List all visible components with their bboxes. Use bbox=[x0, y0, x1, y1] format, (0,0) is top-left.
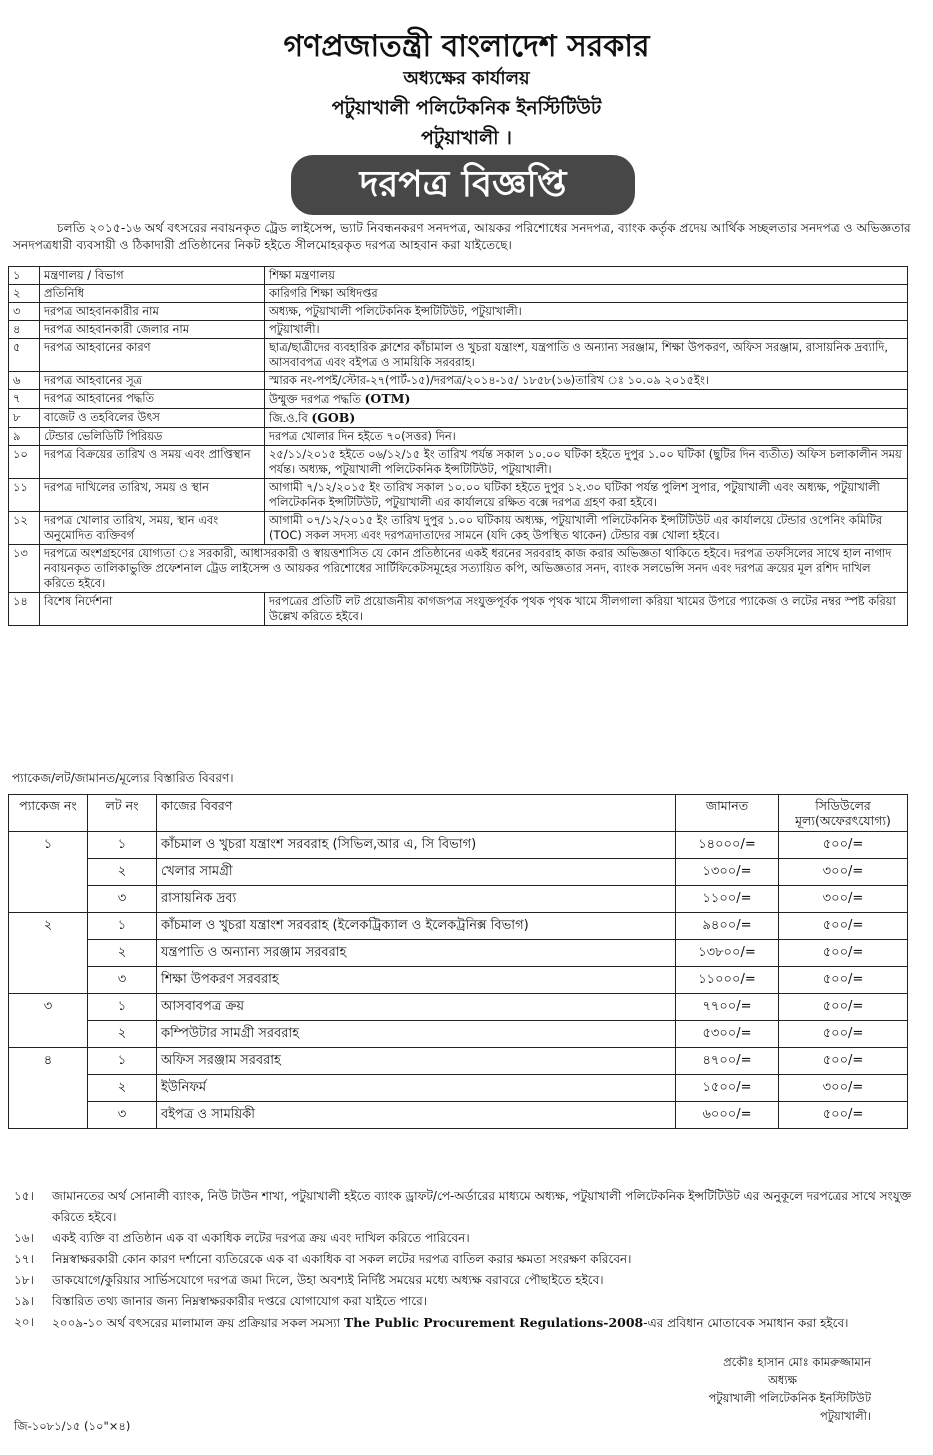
info-row-number: ১২ bbox=[9, 512, 40, 545]
lot-description: রাসায়নিক দ্রব্য bbox=[157, 886, 676, 913]
info-row-value bbox=[265, 339, 908, 372]
info-row-value-text: ছাত্র/ছাত্রীদের ব্যবহারিক ক্লাশের কাঁচামাল ও খুচরা যন্ত্রাংশ, যন্ত্রপাতি ও অন্যান্য সরঞ্জাম, শিক্ষা উপকরণ, অফিস সরঞ্জাম, রাসায়নিক দ্রব্যাদি, আসবাবপত্র এবং বইপত্র ও সাময়িকি সরবরাহ। bbox=[269, 340, 888, 369]
lot-description: খেলার সামগ্রী bbox=[157, 859, 676, 886]
info-row-value bbox=[265, 428, 908, 446]
note-number: ১৫। bbox=[14, 1189, 34, 1203]
info-row-value bbox=[265, 321, 908, 339]
note-item bbox=[14, 1228, 914, 1249]
col-schedule-fee: সিডিউলের মূল্য(অফেরৎযোগ্য) bbox=[779, 795, 908, 832]
lot-deposit: ৭৭০০/= bbox=[676, 994, 779, 1021]
info-row-value-text: স্মারক নং-পপই/স্টোর-২৭(পার্ট-১৫)/দরপত্র/২০১৪-১৫/ ১৮৫৮(১৬)তারিখ ঃ ১০.০৯ ২০১৫ইং। bbox=[269, 373, 709, 387]
lot-number: ১ bbox=[88, 1048, 157, 1075]
package-number: ২ bbox=[9, 913, 88, 994]
col-deposit: জামানত bbox=[676, 795, 779, 832]
lot-schedule-fee: ৫০০/= bbox=[779, 832, 908, 859]
package-row bbox=[9, 886, 908, 913]
note-item bbox=[14, 1249, 914, 1270]
info-row bbox=[9, 593, 908, 626]
package-row bbox=[9, 940, 908, 967]
info-row-value bbox=[265, 446, 908, 479]
info-row bbox=[9, 321, 908, 339]
lot-deposit: ১৫০০/= bbox=[676, 1075, 779, 1102]
lot-deposit: ৪৭০০/= bbox=[676, 1048, 779, 1075]
package-row bbox=[9, 1075, 908, 1102]
lot-schedule-fee: ৩০০/= bbox=[779, 886, 908, 913]
note-text-tail: -এর প্রবিধান মোতাবেক সমাধান করা হইবে। bbox=[643, 1316, 849, 1330]
info-row-number: ১১ bbox=[9, 479, 40, 512]
info-row-value-text: দরপত্র খোলার দিন হইতে ৭০(সত্তর) দিন। bbox=[269, 429, 456, 443]
signatory-name: প্রকৌঃ হাসান মোঃ কামরুজ্জামান bbox=[723, 1355, 871, 1369]
lot-description: ইউনিফর্ম bbox=[157, 1075, 676, 1102]
note-number: ১৮। bbox=[14, 1273, 34, 1287]
lot-number: ৩ bbox=[88, 1102, 157, 1129]
lot-number: ১ bbox=[88, 994, 157, 1021]
lot-number: ১ bbox=[88, 913, 157, 940]
col-description: কাজের বিবরণ bbox=[157, 795, 676, 832]
info-row-number: ৮ bbox=[9, 409, 40, 428]
info-row-value bbox=[265, 303, 908, 321]
info-row-label: দরপত্র বিক্রয়ের তারিখ ও সময় এবং প্রাপ্তিস্থান bbox=[40, 446, 265, 479]
signatory-place: পটুয়াখালী। bbox=[819, 1409, 871, 1423]
info-row-full-text: দরপত্রে অংশগ্রহণের যোগ্যতা ঃ সরকারী, আধাসরকারী ও স্বায়ত্তশাসিত যে কোন প্রতিষ্ঠানের একই ধরনের সরবরাহ কাজ করার অভিজ্ঞতা থাকিতে হইবে। দরপত্র তফসিলের সাথে হাল নাগাদ নবায়নকৃত তালিকাভুক্তি প্রফেশনাল ট্রেড লাইসেন্স ও আয়কর পরিশোধের সার্টিফিকেটসমূহের সত্যায়িত কপি, অভিজ্ঞতার সনদ, ব্যাংক সলভেন্সি সনদ এবং দরপত্র ক্রয়ের মূল রশিদ দাখিল করিতে হইবে। bbox=[40, 545, 908, 593]
district-name: পটুয়াখালী । bbox=[421, 127, 512, 149]
lot-description: কম্পিউটার সামগ্রী সরবরাহ bbox=[157, 1021, 676, 1048]
lot-number: ২ bbox=[88, 1021, 157, 1048]
info-row-number: ৫ bbox=[9, 339, 40, 372]
package-row bbox=[9, 859, 908, 886]
info-row-label: প্রতিনিধি bbox=[40, 285, 265, 303]
institute-name: পটুয়াখালী পলিটেকনিক ইনস্টিটিউট bbox=[331, 97, 602, 119]
lot-description: কাঁচমাল ও খুচরা যন্ত্রাংশ সরবরাহ (সিভিল,আর এ, সি বিভাগ) bbox=[157, 832, 676, 859]
info-row-value bbox=[265, 372, 908, 390]
info-row-value bbox=[265, 512, 908, 545]
lot-number: ২ bbox=[88, 940, 157, 967]
package-row bbox=[9, 1102, 908, 1129]
office-title: অধ্যক্ষের কার্যালয় bbox=[403, 68, 530, 89]
note-item bbox=[14, 1186, 914, 1228]
info-row bbox=[9, 285, 908, 303]
col-package: প্যাকেজ নং bbox=[9, 795, 88, 832]
info-row bbox=[9, 303, 908, 321]
note-number: ১৭। bbox=[14, 1252, 34, 1266]
info-row-label: দরপত্র দাখিলের তারিখ, সময় ও স্থান bbox=[40, 479, 265, 512]
notes-list bbox=[14, 1186, 914, 1334]
info-row bbox=[9, 479, 908, 512]
info-row-value-text: ২৫/১১/২০১৫ হইতে ০৬/১২/১৫ ইং তারিখ পর্যন্ত সকাল ১০.০০ ঘটিকা হইতে দুপুর ১.০০ ঘটিকা (ছুটির দিন ব্যতীত) অফিস চলাকালীন সময় পর্যন্ত। অধ্যক্ষ, পটুয়াখালী পলিটেকনিক ইন্সটিটিউট, পটুয়াখালী। bbox=[269, 447, 902, 476]
info-row-number: ১০ bbox=[9, 446, 40, 479]
lot-deposit: ৬০০০/= bbox=[676, 1102, 779, 1129]
package-row bbox=[9, 1021, 908, 1048]
info-row-value-text: শিক্ষা মন্ত্রণালয় bbox=[269, 268, 335, 282]
info-row-label: বাজেট ও তহবিলের উৎস bbox=[40, 409, 265, 428]
info-row bbox=[9, 512, 908, 545]
lot-deposit: ১৩৮০০/= bbox=[676, 940, 779, 967]
lot-schedule-fee: ৫০০/= bbox=[779, 994, 908, 1021]
note-text-main: নিম্নস্বাক্ষরকারী কোন কারণ দর্শানো ব্যতিরেকে এক বা একাধিক বা সকল লটের দরপত্র বাতিল করার ক্ষমতা সংরক্ষণ করিবেন। bbox=[52, 1252, 632, 1266]
lot-description: আসবাবপত্র ক্রয় bbox=[157, 994, 676, 1021]
lot-deposit: ১১০০/= bbox=[676, 886, 779, 913]
info-row-label: দরপত্র আহবানকারীর নাম bbox=[40, 303, 265, 321]
info-row bbox=[9, 339, 908, 372]
info-row bbox=[9, 372, 908, 390]
lot-schedule-fee: ৫০০/= bbox=[779, 913, 908, 940]
info-row-value-text: কারিগরি শিক্ষা অধিদপ্তর bbox=[269, 286, 378, 300]
info-row bbox=[9, 409, 908, 428]
govt-title: গণপ্রজাতন্ত্রী বাংলাদেশ সরকার bbox=[283, 29, 650, 64]
lot-schedule-fee: ৫০০/= bbox=[779, 1021, 908, 1048]
info-row bbox=[9, 446, 908, 479]
info-row bbox=[9, 267, 908, 285]
note-text bbox=[52, 1270, 914, 1291]
info-row-value-text: আগামী ০৭/১২/২০১৫ ইং তারিখ দুপুর ১.০০ ঘটিকায় অধ্যক্ষ, পটুয়াখালী পলিটেকনিক ইন্সটিটিউট এর কার্যালয়ে টেন্ডার ওপেনিং কমিটির (TOC) সকল সদস্য এবং দরপত্রদাতাদের সামনে (যদি কেহ উপস্থিত থাকেন) টেন্ডার বক্স খোলা হইবে। bbox=[269, 513, 883, 542]
info-row-label: দরপত্র আহবানের কারণ bbox=[40, 339, 265, 372]
info-row-value-text: আগামী ৭/১২/২০১৫ ইং তারিখ সকাল ১০.০০ ঘটিকা হইতে দুপুর ১২.৩০ ঘটিকা পর্যন্ত পুলিশ সুপার, পটুয়াখালী এবং অধ্যক্ষ, পটুয়াখালী পলিটেকনিক ইন্সটিটিউট, পটুয়াখালী এর কার্যালয়ে রক্ষিত বক্সে দরপত্র গ্রহণ করা হইবে। bbox=[269, 480, 880, 509]
lot-number: ২ bbox=[88, 1075, 157, 1102]
info-row-value bbox=[265, 267, 908, 285]
package-row bbox=[9, 967, 908, 994]
info-row-value-code: (GOB) bbox=[311, 410, 356, 425]
info-row-number: ১৩ bbox=[9, 545, 40, 593]
info-row-number: ২ bbox=[9, 285, 40, 303]
lot-description: যন্ত্রপাতি ও অন্যান্য সরঞ্জাম সরবরাহ bbox=[157, 940, 676, 967]
package-number: ১ bbox=[9, 832, 88, 913]
info-row-value bbox=[265, 593, 908, 626]
signatory-org: পটুয়াখালী পলিটেকনিক ইনস্টিটিউট bbox=[708, 1391, 871, 1405]
tender-info-table bbox=[8, 266, 908, 626]
lot-deposit: ৫৩০০/= bbox=[676, 1021, 779, 1048]
info-row-value bbox=[265, 390, 908, 409]
intro-paragraph: চলতি ২০১৫-১৬ অর্থ বৎসরের নবায়নকৃত ট্রেড লাইসেন্স, ভ্যাট নিবন্ধনকরণ সনদপত্র, আয়কর পরিশোধের সনদপত্র, ব্যাংক কর্তৃক প্রদেয় আর্থিক সচ্ছলতার সনদপত্র ও অভিজ্ঞতার সনদপত্রধারী ব্যবসায়ী ও ঠিকাদারী প্রতিষ্ঠানের নিকট হইতে সীলমোহরকৃত দরপত্র আহবান করা যাইতেছে। bbox=[13, 221, 911, 252]
info-row-value bbox=[265, 285, 908, 303]
note-text-main: জামানতের অর্থ সোনালী ব্যাংক, নিউ টাউন শাখা, পটুয়াখালী হইতে ব্যাংক ড্রাফট/পে-অর্ডারের মাধ্যমে অধ্যক্ষ, পটুয়াখালী পলিটেকনিক ইন্সটিটিউট এর অনুকূলে দরপত্রের সাথে সংযুক্ত করিতে হইবে। bbox=[52, 1189, 912, 1224]
info-row-label: টেন্ডার ভেলিডিটি পিরিয়ড bbox=[40, 428, 265, 446]
lot-deposit: ৯৪০০/= bbox=[676, 913, 779, 940]
info-row bbox=[9, 428, 908, 446]
lot-number: ২ bbox=[88, 859, 157, 886]
info-row-value-text: অধ্যক্ষ, পটুয়াখালী পলিটেকনিক ইন্সটিটিউট, পটুয়াখালী। bbox=[269, 304, 522, 318]
info-row bbox=[9, 545, 908, 593]
note-number: ১৬। bbox=[14, 1231, 34, 1245]
note-number: ২০। bbox=[14, 1315, 34, 1329]
info-row-number: ৪ bbox=[9, 321, 40, 339]
info-row bbox=[9, 390, 908, 409]
note-item bbox=[14, 1270, 914, 1291]
info-row-label: দরপত্র আহবানের পদ্ধতি bbox=[40, 390, 265, 409]
lot-number: ৩ bbox=[88, 967, 157, 994]
lot-description: শিক্ষা উপকরণ সরবরাহ bbox=[157, 967, 676, 994]
info-row-label: দরপত্র আহবানের সূত্র bbox=[40, 372, 265, 390]
info-row-value bbox=[265, 409, 908, 428]
lot-number: ৩ bbox=[88, 886, 157, 913]
info-row-number: ৭ bbox=[9, 390, 40, 409]
info-row-number: ৯ bbox=[9, 428, 40, 446]
package-row bbox=[9, 913, 908, 940]
lot-description: কাঁচমাল ও খুচরা যন্ত্রাংশ সরবরাহ (ইলেকট্রিক্যাল ও ইলেকট্রনিক্স বিভাগ) bbox=[157, 913, 676, 940]
info-row-number: ১৪ bbox=[9, 593, 40, 626]
note-text-main: একই ব্যক্তি বা প্রতিষ্ঠান এক বা একাধিক লটের দরপত্র ক্রয় এবং দাখিল করিতে পারিবেন। bbox=[52, 1231, 470, 1245]
lot-deposit: ১১০০০/= bbox=[676, 967, 779, 994]
note-number: ১৯। bbox=[14, 1294, 34, 1308]
reference-code: জি-১০৮১/১৫ (১০"×৪) bbox=[14, 1419, 131, 1433]
lot-schedule-fee: ৩০০/= bbox=[779, 1075, 908, 1102]
note-text bbox=[52, 1249, 914, 1270]
info-row-label: দরপত্র খোলার তারিখ, সময়, স্থান এবং অনুমোদিত ব্যক্তিবর্গ bbox=[40, 512, 265, 545]
package-number: ৪ bbox=[9, 1048, 88, 1129]
lot-description: বইপত্র ও সাময়িকী bbox=[157, 1102, 676, 1129]
note-text bbox=[52, 1312, 914, 1334]
note-text-main: ডাকযোগে/কুরিয়ার সার্ভিসযোগে দরপত্র জমা দিলে, উহা অবশ্যই নির্দিষ্ট সময়ের মধ্যে অধ্যক্ষ বরাবরে পৌছাইতে হইবে। bbox=[52, 1273, 604, 1287]
package-row bbox=[9, 832, 908, 859]
note-item bbox=[14, 1312, 914, 1334]
info-row-label: মন্ত্রণালয় / বিভাগ bbox=[40, 267, 265, 285]
info-row-value-code: (OTM) bbox=[364, 391, 411, 406]
info-row-label: দরপত্র আহবানকারী জেলার নাম bbox=[40, 321, 265, 339]
lot-schedule-fee: ৩০০/= bbox=[779, 859, 908, 886]
package-number: ৩ bbox=[9, 994, 88, 1048]
info-row-value-text: দরপত্রের প্রতিটি লট প্রয়োজনীয় কাগজপত্র সংযুক্তপূর্বক পৃথক পৃথক খামে সীলগালা করিয়া খামের উপরে প্যাকেজ ও লটের নম্বর স্পষ্ট করিয়া উল্লেখ করিতে হইবে। bbox=[269, 594, 896, 623]
package-row bbox=[9, 1048, 908, 1075]
info-row-number: ৬ bbox=[9, 372, 40, 390]
info-row-label: বিশেষ নির্দেশনা bbox=[40, 593, 265, 626]
lot-schedule-fee: ৫০০/= bbox=[779, 1102, 908, 1129]
info-row-value-text: পটুয়াখালী। bbox=[269, 322, 320, 336]
signatory-title: অধ্যক্ষ bbox=[767, 1373, 797, 1387]
notice-banner: দরপত্র বিজ্ঞপ্তি bbox=[291, 155, 635, 215]
note-text bbox=[52, 1291, 914, 1312]
lot-schedule-fee: ৫০০/= bbox=[779, 967, 908, 994]
col-lot: লট নং bbox=[88, 795, 157, 832]
note-text bbox=[52, 1186, 914, 1228]
info-row-value-text: জি.ও.বি bbox=[269, 411, 308, 425]
lot-description: অফিস সরঞ্জাম সরবরাহ bbox=[157, 1048, 676, 1075]
info-row-number: ৩ bbox=[9, 303, 40, 321]
info-row-value-text: উম্মুক্ত দরপত্র পদ্ধতি bbox=[269, 392, 361, 406]
lot-deposit: ১৩০০/= bbox=[676, 859, 779, 886]
lot-schedule-fee: ৫০০/= bbox=[779, 1048, 908, 1075]
note-text-regulation: The Public Procurement Regulations-2008 bbox=[343, 1315, 644, 1330]
package-table-title: প্যাকেজ/লট/জামানত/মূল্যের বিস্তারিত বিবরণ। bbox=[12, 771, 234, 785]
package-row bbox=[9, 994, 908, 1021]
note-item bbox=[14, 1291, 914, 1312]
lot-schedule-fee: ৫০০/= bbox=[779, 940, 908, 967]
note-text-main: বিস্তারিত তথ্য জানার জন্য নিম্নস্বাক্ষরকারীর দপ্তরে যোগাযোগ করা যাইতে পারে। bbox=[52, 1294, 428, 1308]
note-text-main: ২০০৯-১০ অর্থ বৎসরের মালামাল ক্রয় প্রক্রিয়ার সকল সমস্যা bbox=[52, 1316, 341, 1330]
info-row-value bbox=[265, 479, 908, 512]
info-row-number: ১ bbox=[9, 267, 40, 285]
note-text bbox=[52, 1228, 914, 1249]
package-table bbox=[8, 794, 908, 1129]
lot-deposit: ১৪০০০/= bbox=[676, 832, 779, 859]
lot-number: ১ bbox=[88, 832, 157, 859]
